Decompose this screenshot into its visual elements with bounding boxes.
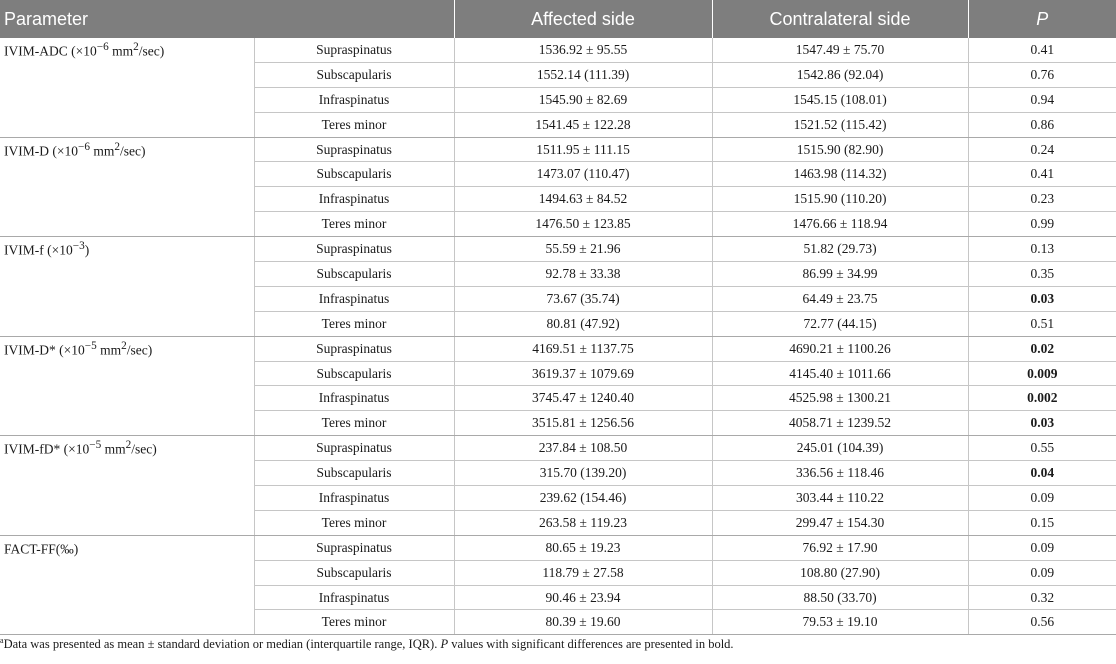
contralateral-value-cell: 72.77 (44.15) bbox=[712, 311, 968, 336]
p-value-cell: 0.09 bbox=[968, 560, 1116, 585]
parameter-unit: mm bbox=[96, 342, 122, 358]
affected-value-cell: 92.78 ± 33.38 bbox=[454, 262, 712, 287]
footnote-text-2: values with significant differences are presented in bold. bbox=[448, 637, 734, 652]
parameter-label: IVIM-f (×10 bbox=[4, 242, 73, 258]
table-header bbox=[0, 0, 1116, 38]
muscle-cell: Infraspinatus bbox=[254, 486, 454, 511]
contralateral-value-cell: 64.49 ± 23.75 bbox=[712, 286, 968, 311]
contralateral-value-cell: 299.47 ± 154.30 bbox=[712, 510, 968, 535]
contralateral-value-cell: 108.80 (27.90) bbox=[712, 560, 968, 585]
p-value-cell: 0.04 bbox=[968, 461, 1116, 486]
muscle-cell: Supraspinatus bbox=[254, 137, 454, 162]
parameter-label: IVIM-D (×10 bbox=[4, 143, 78, 159]
affected-value-cell: 3619.37 ± 1079.69 bbox=[454, 361, 712, 386]
parameter-tail: /sec) bbox=[131, 441, 157, 457]
contralateral-value-cell: 79.53 ± 19.10 bbox=[712, 610, 968, 635]
contralateral-value-cell: 336.56 ± 118.46 bbox=[712, 461, 968, 486]
parameter-cell bbox=[0, 436, 254, 536]
affected-value-cell: 237.84 ± 108.50 bbox=[454, 436, 712, 461]
table-row bbox=[0, 436, 1116, 461]
muscle-cell: Subscapularis bbox=[254, 62, 454, 87]
muscle-cell: Subscapularis bbox=[254, 162, 454, 187]
muscle-cell: Subscapularis bbox=[254, 361, 454, 386]
contralateral-value-cell: 4690.21 ± 1100.26 bbox=[712, 336, 968, 361]
table-body bbox=[0, 38, 1116, 635]
parameter-tail: ) bbox=[84, 242, 90, 258]
affected-value-cell: 315.70 (139.20) bbox=[454, 461, 712, 486]
p-value-cell: 0.35 bbox=[968, 262, 1116, 287]
parameter-unit-exponent: 2 bbox=[125, 439, 132, 452]
header-contralateral-side: Contralateral side bbox=[712, 0, 968, 38]
p-value-cell: 0.41 bbox=[968, 162, 1116, 187]
muscle-cell: Infraspinatus bbox=[254, 187, 454, 212]
table-row bbox=[0, 535, 1116, 560]
p-value-cell: 0.09 bbox=[968, 486, 1116, 511]
contralateral-value-cell: 1463.98 (114.32) bbox=[712, 162, 968, 187]
contralateral-value-cell: 1545.15 (108.01) bbox=[712, 87, 968, 112]
muscle-cell: Teres minor bbox=[254, 510, 454, 535]
muscle-cell: Subscapularis bbox=[254, 262, 454, 287]
muscle-cell: Supraspinatus bbox=[254, 38, 454, 62]
contralateral-value-cell: 1476.66 ± 118.94 bbox=[712, 212, 968, 237]
parameter-label: IVIM-ADC (×10 bbox=[4, 43, 97, 59]
muscle-cell: Infraspinatus bbox=[254, 87, 454, 112]
p-value-cell: 0.13 bbox=[968, 237, 1116, 262]
muscle-cell: Teres minor bbox=[254, 311, 454, 336]
contralateral-value-cell: 1521.52 (115.42) bbox=[712, 112, 968, 137]
p-value-cell: 0.55 bbox=[968, 436, 1116, 461]
muscle-cell: Infraspinatus bbox=[254, 585, 454, 610]
parameter-tail: /sec) bbox=[138, 43, 165, 59]
p-value-cell: 0.76 bbox=[968, 62, 1116, 87]
parameter-unit-exponent: 2 bbox=[121, 339, 127, 352]
contralateral-value-cell: 1515.90 (110.20) bbox=[712, 187, 968, 212]
contralateral-value-cell: 76.92 ± 17.90 bbox=[712, 535, 968, 560]
contralateral-value-cell: 4058.71 ± 1239.52 bbox=[712, 411, 968, 436]
table-row bbox=[0, 336, 1116, 361]
affected-value-cell: 80.65 ± 19.23 bbox=[454, 535, 712, 560]
affected-value-cell: 1545.90 ± 82.69 bbox=[454, 87, 712, 112]
p-value-cell: 0.24 bbox=[968, 137, 1116, 162]
table-row bbox=[0, 38, 1116, 62]
parameter-unit: mm bbox=[89, 143, 115, 159]
header-p-value: P bbox=[968, 0, 1116, 38]
muscle-cell: Teres minor bbox=[254, 610, 454, 635]
contralateral-value-cell: 86.99 ± 34.99 bbox=[712, 262, 968, 287]
p-value-cell: 0.51 bbox=[968, 311, 1116, 336]
footnote-marker: a bbox=[0, 636, 4, 645]
parameter-exponent: −5 bbox=[84, 339, 97, 352]
muscle-cell: Supraspinatus bbox=[254, 237, 454, 262]
affected-value-cell: 239.62 (154.46) bbox=[454, 486, 712, 511]
footnote-text-1: Data was presented as mean ± standard deviation or median (interquartile range, IQR). bbox=[3, 637, 441, 652]
p-value-cell: 0.32 bbox=[968, 585, 1116, 610]
parameter-tail: /sec) bbox=[126, 342, 153, 358]
parameter-exponent: −6 bbox=[77, 140, 90, 153]
muscle-cell: Subscapularis bbox=[254, 461, 454, 486]
muscle-cell: Supraspinatus bbox=[254, 535, 454, 560]
parameter-exponent: −6 bbox=[96, 41, 109, 53]
parameter-cell bbox=[0, 137, 254, 237]
parameter-unit: mm bbox=[101, 441, 126, 457]
parameter-cell bbox=[0, 38, 254, 137]
parameter-exponent: −3 bbox=[72, 240, 85, 253]
contralateral-value-cell: 51.82 (29.73) bbox=[712, 237, 968, 262]
muscle-cell: Teres minor bbox=[254, 411, 454, 436]
table-row bbox=[0, 137, 1116, 162]
parameter-cell bbox=[0, 336, 254, 436]
contralateral-value-cell: 1542.86 (92.04) bbox=[712, 62, 968, 87]
muscle-cell: Infraspinatus bbox=[254, 386, 454, 411]
parameter-tail: /sec) bbox=[119, 143, 146, 159]
contralateral-value-cell: 88.50 (33.70) bbox=[712, 585, 968, 610]
affected-value-cell: 1511.95 ± 111.15 bbox=[454, 137, 712, 162]
parameter-exponent: −5 bbox=[89, 439, 102, 452]
parameter-cell bbox=[0, 237, 254, 337]
affected-value-cell: 263.58 ± 119.23 bbox=[454, 510, 712, 535]
muscle-cell: Supraspinatus bbox=[254, 336, 454, 361]
affected-value-cell: 55.59 ± 21.96 bbox=[454, 237, 712, 262]
p-value-cell: 0.009 bbox=[968, 361, 1116, 386]
parameter-unit-exponent: 2 bbox=[114, 140, 120, 153]
affected-value-cell: 4169.51 ± 1137.75 bbox=[454, 336, 712, 361]
contralateral-value-cell: 4145.40 ± 1011.66 bbox=[712, 361, 968, 386]
contralateral-value-cell: 1515.90 (82.90) bbox=[712, 137, 968, 162]
parameter-unit: mm bbox=[108, 43, 134, 59]
parameter-unit-exponent: 2 bbox=[133, 41, 139, 53]
p-value-cell: 0.15 bbox=[968, 510, 1116, 535]
contralateral-value-cell: 1547.49 ± 75.70 bbox=[712, 38, 968, 62]
affected-value-cell: 3515.81 ± 1256.56 bbox=[454, 411, 712, 436]
p-value-cell: 0.02 bbox=[968, 336, 1116, 361]
affected-value-cell: 118.79 ± 27.58 bbox=[454, 560, 712, 585]
muscle-cell: Teres minor bbox=[254, 212, 454, 237]
affected-value-cell: 1494.63 ± 84.52 bbox=[454, 187, 712, 212]
p-value-cell: 0.23 bbox=[968, 187, 1116, 212]
contralateral-value-cell: 4525.98 ± 1300.21 bbox=[712, 386, 968, 411]
p-value-cell: 0.94 bbox=[968, 87, 1116, 112]
affected-value-cell: 80.81 (47.92) bbox=[454, 311, 712, 336]
affected-value-cell: 1476.50 ± 123.85 bbox=[454, 212, 712, 237]
affected-value-cell: 3745.47 ± 1240.40 bbox=[454, 386, 712, 411]
muscle-cell: Teres minor bbox=[254, 112, 454, 137]
muscle-cell: Subscapularis bbox=[254, 560, 454, 585]
parameter-label: FACT-FF(‰) bbox=[4, 541, 79, 557]
p-value-cell: 0.03 bbox=[968, 286, 1116, 311]
affected-value-cell: 1552.14 (111.39) bbox=[454, 62, 712, 87]
header-parameter: Parameter bbox=[0, 0, 454, 38]
p-value-cell: 0.09 bbox=[968, 535, 1116, 560]
table-footnote bbox=[0, 636, 734, 652]
parameter-label: IVIM-D* (×10 bbox=[4, 342, 85, 358]
affected-value-cell: 90.46 ± 23.94 bbox=[454, 585, 712, 610]
muscle-cell: Supraspinatus bbox=[254, 436, 454, 461]
p-value-cell: 0.99 bbox=[968, 212, 1116, 237]
affected-value-cell: 1536.92 ± 95.55 bbox=[454, 38, 712, 62]
p-value-cell: 0.41 bbox=[968, 38, 1116, 62]
affected-value-cell: 73.67 (35.74) bbox=[454, 286, 712, 311]
p-value-cell: 0.002 bbox=[968, 386, 1116, 411]
contralateral-value-cell: 245.01 (104.39) bbox=[712, 436, 968, 461]
p-value-cell: 0.56 bbox=[968, 610, 1116, 635]
parameter-cell bbox=[0, 535, 254, 635]
affected-value-cell: 1473.07 (110.47) bbox=[454, 162, 712, 187]
footnote-p-label: P bbox=[440, 637, 449, 652]
p-value-cell: 0.86 bbox=[968, 112, 1116, 137]
muscle-cell: Infraspinatus bbox=[254, 286, 454, 311]
parameter-label: IVIM-fD* (×10 bbox=[4, 441, 90, 457]
header-affected-side: Affected side bbox=[454, 0, 712, 38]
affected-value-cell: 1541.45 ± 122.28 bbox=[454, 112, 712, 137]
p-value-cell: 0.03 bbox=[968, 411, 1116, 436]
table-row bbox=[0, 237, 1116, 262]
contralateral-value-cell: 303.44 ± 110.22 bbox=[712, 486, 968, 511]
affected-value-cell: 80.39 ± 19.60 bbox=[454, 610, 712, 635]
